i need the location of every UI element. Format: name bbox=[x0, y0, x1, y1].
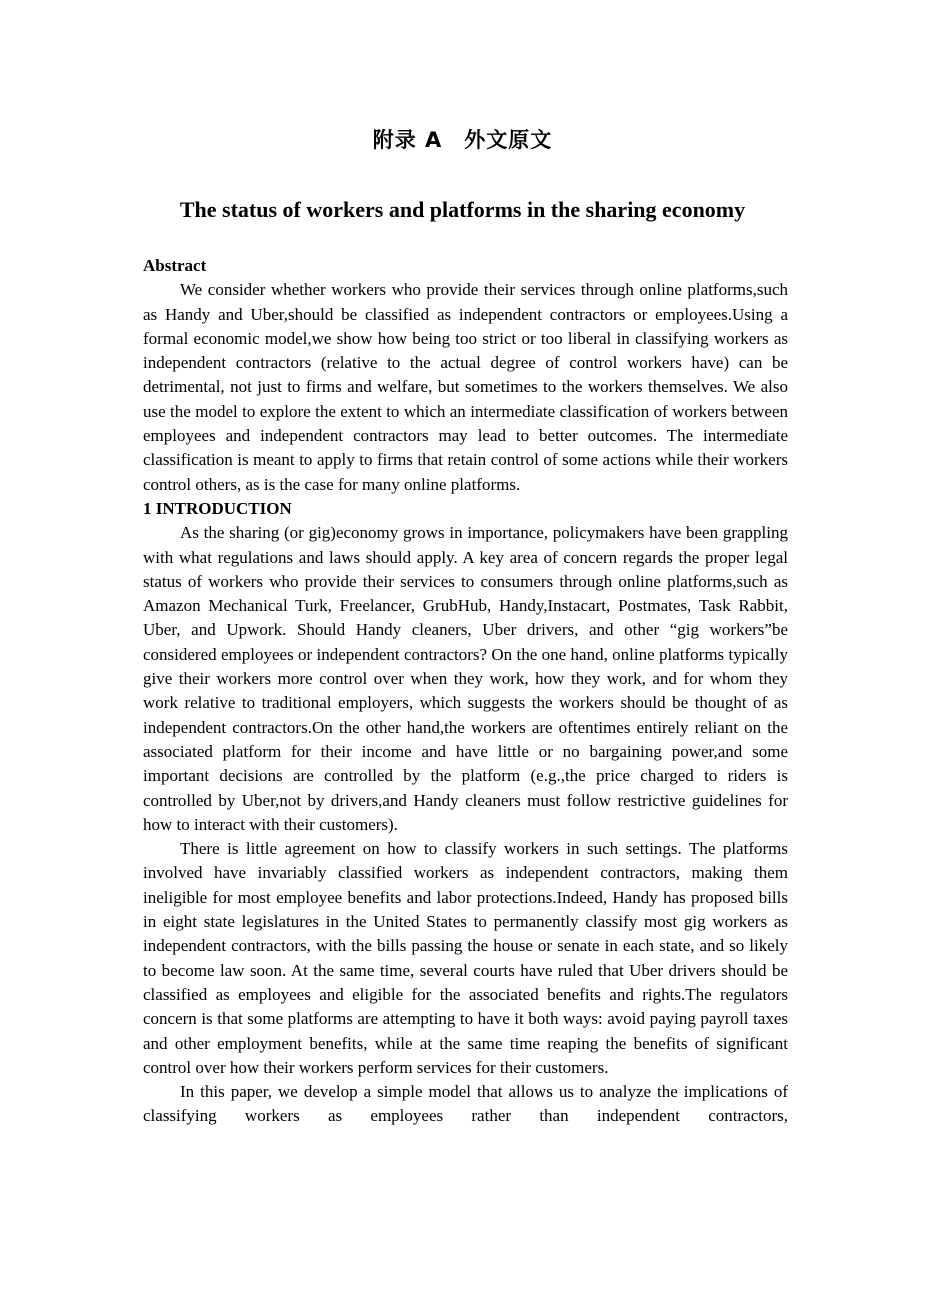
introduction-heading: 1 INTRODUCTION bbox=[143, 498, 292, 518]
paper-title: The status of workers and platforms in the sharing economy bbox=[179, 197, 746, 222]
abstract-heading: Abstract bbox=[143, 256, 207, 275]
introduction-paragraph-1: As the sharing (or gig)economy grows in importance, policymakers have been grappling with what regulations and laws should apply. A key area of concern regards the proper legal status of workers who provide their services to consumers through online platforms,such as Amazon Mechanical Turk, Freelancer, GrubHub, Handy,Instacart, Postmates, Task Rabbit, Uber, and Upwork. Should Handy cleaners, Uber drivers, and other “gig workers”be considered employees or independent contractors? On the one hand, online platforms typically give their workers more control over when they work, how they work, and for whom they work relative to traditional employers, which suggests the workers should be thought of as independent contractors.On the other hand,the workers are oftentimes entirely reliant on the associated platform for their income and have little or no bargaining power,and some important decisions are controlled by the platform (e.g.,the price charged to riders is controlled by Uber,not by drivers,and Handy cleaners must follow restrictive guidelines for how to interact with their customers). bbox=[143, 523, 788, 834]
introduction-paragraph-2: There is little agreement on how to classify workers in such settings. The platforms involved have invariably classified workers as independent contractors, making them ineligible for most employee benefits and labor protections.Indeed, Handy has proposed bills in eight state legislatures in the United States to permanently classify most gig workers as independent contractors, with the bills passing the house or senate in each state, and so likely to become law soon. At the same time, several courts have ruled that Uber drivers should be classified as employees and eligible for the associated benefits and rights.The regulators concern is that some platforms are attempting to have it both ways: avoid paying payroll taxes and other employment benefits, while at the same time reaping the benefits of significant control over how their workers perform services for their customers. bbox=[143, 839, 788, 1077]
appendix-heading bbox=[0, 126, 925, 154]
abstract-paragraph: We consider whether workers who provide their services through online platforms,such as Handy and Uber,should be classified as independent contractors or employees.Using a formal economic model,we show how being too strict or too liberal in classifying workers as independent contractors (relative to the actual degree of control workers have) can be detrimental, not just to firms and welfare, but sometimes to the workers themselves. We also use the model to explore the extent to which an intermediate classification of workers between employees and independent contractors may lead to better outcomes. The intermediate classification is meant to apply to firms that retain control of some actions while their workers control others, as is the case for many online platforms. bbox=[143, 280, 788, 494]
appendix-letter: A bbox=[425, 128, 443, 152]
introduction-paragraph-3: In this paper, we develop a simple model that allows us to analyze the implications of classifying workers as employees rather than independent contractors, bbox=[143, 1082, 788, 1126]
appendix-label: 附录 bbox=[372, 128, 417, 152]
body-text bbox=[143, 254, 788, 1129]
appendix-title: 外文原文 bbox=[464, 128, 553, 152]
